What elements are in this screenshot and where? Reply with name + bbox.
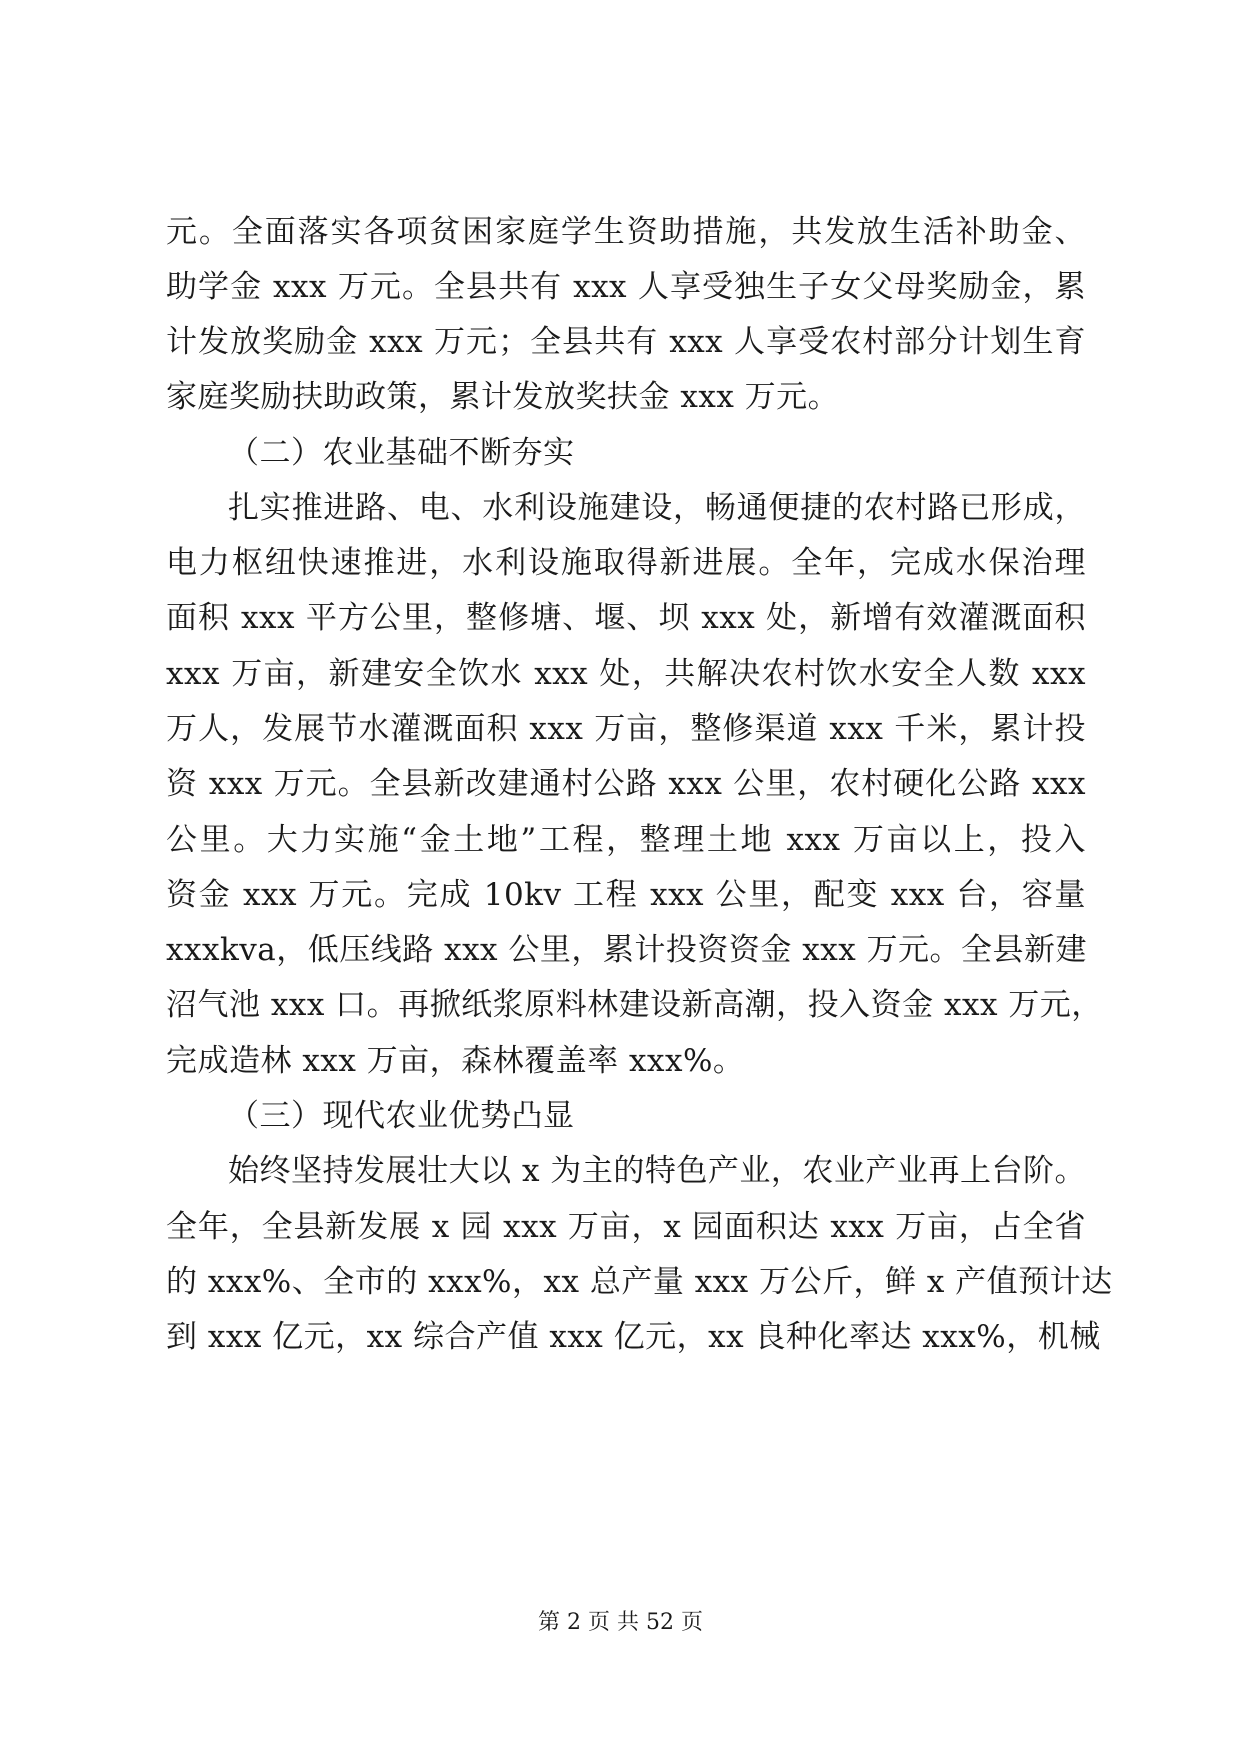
body-line: 面积 xxx 平方公里，整修塘、堰、坝 xxx 处，新增有效灌溉面积 <box>166 600 1086 636</box>
body-line: xxxkva，低压线路 xxx 公里，累计投资资金 xxx 万元。全县新建 <box>166 932 1088 968</box>
body-line: 全年，全县新发展 x 园 xxx 万亩，x 园面积达 xxx 万亩，占全省 <box>166 1209 1086 1245</box>
body-line: 电力枢纽快速推进，水利设施取得新进展。全年，完成水保治理 <box>166 545 1086 581</box>
body-line: 沼气池 xxx 口。再掀纸浆原料林建设新高潮，投入资金 xxx 万元， <box>166 987 1103 1023</box>
body-line: 计发放奖励金 xxx 万元；全县共有 xxx 人享受农村部分计划生育 <box>166 324 1086 360</box>
body-line: xxx 万亩，新建安全饮水 xxx 处，共解决农村饮水安全人数 xxx <box>166 656 1086 692</box>
body-line: 万人，发展节水灌溉面积 xxx 万亩，整修渠道 xxx 千米，累计投 <box>166 711 1086 747</box>
page-number-footer: 第 2 页 共 52 页 <box>538 1610 703 1635</box>
body-line: 元。全面落实各项贫困家庭学生资助措施，共发放生活补助金、 <box>166 214 1086 250</box>
body-line: 家庭奖励扶助政策，累计发放奖扶金 xxx 万元。 <box>166 379 840 415</box>
body-line: 到 xxx 亿元，xx 综合产值 xxx 亿元，xx 良种化率达 xxx%，机械 <box>166 1319 1101 1355</box>
body-line: 完成造林 xxx 万亩，森林覆盖率 xxx%。 <box>166 1043 745 1079</box>
body-line: 始终坚持发展壮大以 x 为主的特色产业，农业产业再上台阶。 <box>228 1153 1086 1189</box>
body-line: 助学金 xxx 万元。全县共有 xxx 人享受独生子女父母奖励金，累 <box>166 269 1086 305</box>
body-line: 扎实推进路、电、水利设施建设，畅通便捷的农村路已形成， <box>228 490 1086 526</box>
body-line: 资金 xxx 万元。完成 10kv 工程 xxx 公里，配变 xxx 台，容量 <box>166 877 1086 913</box>
body-line: 的 xxx%、全市的 xxx%，xx 总产量 xxx 万公斤，鲜 x 产值预计达 <box>166 1264 1113 1300</box>
body-line: 公里。大力实施“金土地”工程，整理土地 xxx 万亩以上，投入 <box>166 822 1086 858</box>
section-heading: （三）现代农业优势凸显 <box>228 1098 575 1134</box>
section-heading: （二）农业基础不断夯实 <box>228 435 575 471</box>
body-line: 资 xxx 万元。全县新改建通村公路 xxx 公里，农村硬化公路 xxx <box>166 766 1086 802</box>
